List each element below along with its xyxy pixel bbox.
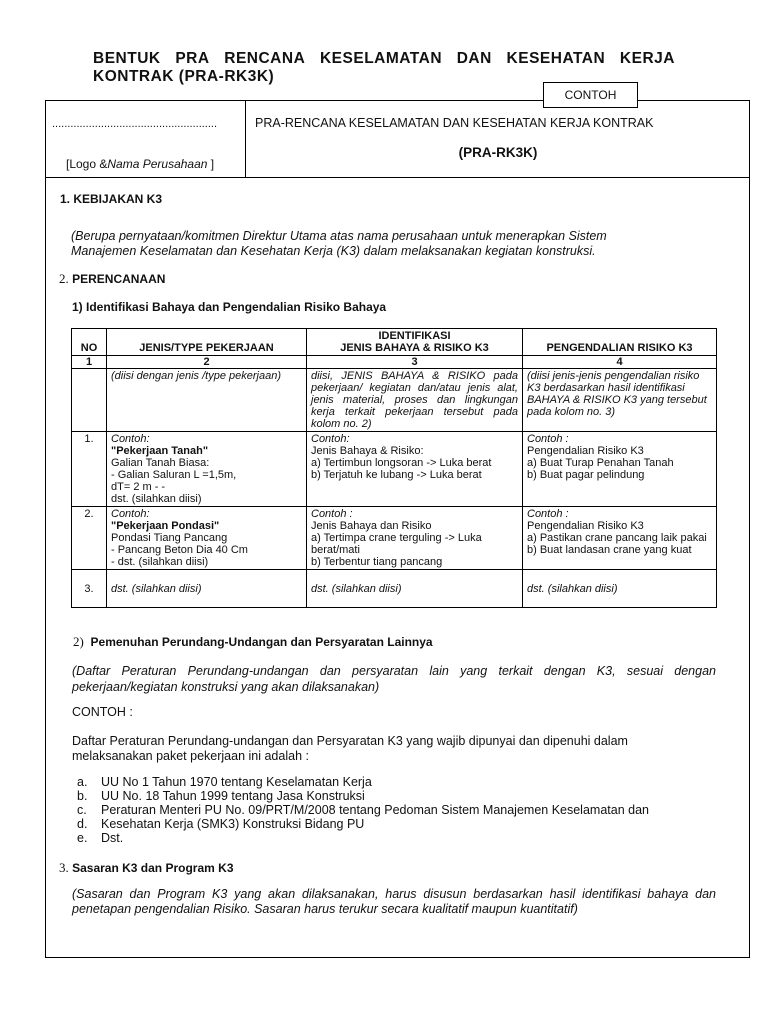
- list-text: UU No 1 Tahun 1970 tentang Keselamatan Kerja: [101, 775, 372, 789]
- logo-prefix: [Logo &: [66, 157, 108, 171]
- job-title: "Pekerjaan Tanah": [111, 445, 209, 457]
- logo-company: Nama Perusahaan: [107, 157, 208, 171]
- header-ident-line2: JENIS BAHAYA & RISIKO K3: [340, 342, 489, 354]
- section3-text: (Sasaran dan Program K3 yang akan dilaksanakan, harus disusun berdasarkan hasil identifikasi bahaya dan penetapan pengendalian Risiko. Sasaran harus terukur secara kualitatif maupun kuantitatif): [72, 887, 716, 916]
- header-no: NO: [72, 329, 107, 356]
- title-word: KESEHATAN: [506, 50, 606, 67]
- ident-contoh: Contoh:: [311, 433, 350, 445]
- cell-no: 2.: [72, 507, 107, 570]
- cell-job: [107, 432, 307, 507]
- subsection2-title: Pemenuhan Perundang-Undangan dan Persyaratan Lainnya: [90, 635, 433, 649]
- regulation-intro: Daftar Peraturan Perundang-undangan dan Persyaratan K3 yang wajib dipunyai dan dipenuhi dalam melaksanakan paket pekerjaan ini adalah :: [72, 734, 628, 763]
- logo-placeholder: [66, 157, 214, 171]
- list-text: Kesehatan Kerja (SMK3) Konstruksi Bidang PU: [101, 817, 365, 831]
- list-item: [77, 775, 372, 789]
- header-ident-line1: IDENTIFIKASI: [378, 330, 451, 342]
- cell-ident: [307, 507, 523, 570]
- cell-ident: [307, 432, 523, 507]
- list-text: Dst.: [101, 831, 124, 845]
- job-contoh: Contoh:: [111, 508, 150, 520]
- cell-control: (diisi jenis-jenis pengendalian risiko K3 berdasarkan hasil identifikasi BAHAYA & RISIKO K3 yang tersebut pada kolom no. 3): [523, 369, 717, 432]
- table-row: [72, 570, 717, 608]
- job-line: dst. (silahkan diisi): [111, 493, 202, 505]
- table-row: [72, 369, 717, 432]
- section1-text: (Berupa pernyataan/komitmen Direktur Utama atas nama perusahaan untuk menerapkan Sistem Manajemen Keselamatan dan Kesehatan Kerja (K3) dalam melaksanakan kegiatan konstruksi.: [71, 229, 607, 258]
- job-line: dT= 2 m - -: [111, 481, 166, 493]
- table-row: [72, 432, 717, 507]
- section3-title: Sasaran K3 dan Program K3: [72, 861, 234, 875]
- colnum: 2: [107, 356, 307, 369]
- list-item: [77, 817, 364, 831]
- section2-heading: [59, 271, 165, 287]
- cell-control: dst. (silahkan diisi): [523, 570, 717, 608]
- list-item: [77, 789, 365, 803]
- header-control: PENGENDALIAN RISIKO K3: [523, 329, 717, 356]
- doc-code: (PRA-RK3K): [458, 145, 538, 160]
- subsection2-num: 2): [73, 634, 84, 649]
- title-word: PRA: [175, 50, 210, 67]
- cell-no: 3.: [72, 570, 107, 608]
- cell-control: [523, 507, 717, 570]
- cell-ident: diisi, JENIS BAHAYA & RISIKO pada pekerjaan/ kegiatan dan/atau jenis alat, jenis material, proses dan lingkungan kerja terkait pekerjaan tersebut pada kolom no. 2): [307, 369, 523, 432]
- ctrl-line: b) Buat pagar pelindung: [527, 469, 645, 481]
- list-item: [77, 831, 123, 845]
- ident-line: b) Terbentur tiang pancang: [311, 556, 443, 568]
- ctrl-contoh: Contoh :: [527, 508, 569, 520]
- cell-no: 1.: [72, 432, 107, 507]
- title-word: BENTUK: [93, 50, 161, 67]
- company-dots: ......................................................: [52, 118, 218, 130]
- cell-ident: dst. (silahkan diisi): [307, 570, 523, 608]
- job-line: - Pancang Beton Dia 40 Cm: [111, 544, 248, 556]
- ctrl-contoh: Contoh :: [527, 433, 569, 445]
- title-word: DAN: [456, 50, 492, 67]
- section3-heading: [59, 860, 234, 876]
- ident-line: b) Terjatuh ke lubang -> Luka berat: [311, 469, 482, 481]
- subsection1-heading: 1) Identifikasi Bahaya dan Pengendalian Risiko Bahaya: [72, 300, 387, 314]
- hazard-table: [71, 328, 717, 608]
- list-label: e.: [77, 831, 88, 845]
- list-text: UU No. 18 Tahun 1999 tentang Jasa Konstruksi: [101, 789, 365, 803]
- header-ident: [307, 329, 523, 356]
- title-word: RENCANA: [224, 50, 306, 67]
- header-divider-horizontal: [45, 177, 750, 178]
- job-line: - dst. (silahkan diisi): [111, 556, 209, 568]
- job-line: Galian Tanah Biasa:: [111, 457, 210, 469]
- list-item: [77, 803, 649, 817]
- cell-control: [523, 432, 717, 507]
- cell-job: [107, 507, 307, 570]
- section1-heading: 1. KEBIJAKAN K3: [60, 192, 163, 206]
- ident-line: a) Tertimbun longsoran -> Luka berat: [311, 457, 492, 469]
- ident-line: Jenis Bahaya & Risiko:: [311, 445, 424, 457]
- page-title: [93, 50, 675, 86]
- section2-title: PERENCANAAN: [72, 272, 166, 286]
- list-label: a.: [77, 775, 88, 789]
- table-colnum-row: [72, 356, 717, 369]
- cell-job: (diisi dengan jenis /type pekerjaan): [107, 369, 307, 432]
- header-divider-vertical: [245, 100, 246, 177]
- ident-line: Jenis Bahaya dan Risiko: [311, 520, 432, 532]
- ctrl-line: a) Pastikan crane pancang laik pakai: [527, 532, 707, 544]
- job-contoh: Contoh:: [111, 433, 150, 445]
- title-word: KESELAMATAN: [319, 50, 443, 67]
- job-title: "Pekerjaan Pondasi": [111, 520, 220, 532]
- title-line-2: KONTRAK (PRA-RK3K): [93, 68, 275, 85]
- section3-num: 3.: [59, 860, 69, 875]
- ctrl-line: b) Buat landasan crane yang kuat: [527, 544, 692, 556]
- table-row: [72, 507, 717, 570]
- cell-no: [72, 369, 107, 432]
- header-job: JENIS/TYPE PEKERJAAN: [107, 329, 307, 356]
- job-line: - Galian Saluran L =1,5m,: [111, 469, 237, 481]
- contoh-label: CONTOH :: [72, 705, 133, 719]
- ctrl-line: a) Buat Turap Penahan Tanah: [527, 457, 674, 469]
- ident-line: a) Tertimpa crane terguling -> Luka berat/mati: [311, 532, 482, 556]
- ctrl-line: Pengendalian Risiko K3: [527, 520, 644, 532]
- colnum: 3: [307, 356, 523, 369]
- job-line: Pondasi Tiang Pancang: [111, 532, 228, 544]
- subsection2-text: (Daftar Peraturan Perundang-undangan dan persyaratan lain yang terkait dengan K3, sesuai dengan pekerjaan/kegiatan konstruksi yang akan dilaksanakan): [72, 664, 716, 694]
- ident-contoh: Contoh :: [311, 508, 353, 520]
- cell-job: dst. (silahkan diisi): [107, 570, 307, 608]
- table-header-row: [72, 329, 717, 356]
- list-label: b.: [77, 789, 88, 803]
- list-label: c.: [77, 803, 87, 817]
- logo-suffix: ]: [207, 157, 215, 171]
- list-text: Peraturan Menteri PU No. 09/PRT/M/2008 tentang Pedoman Sistem Manajemen Keselamatan dan: [101, 803, 649, 817]
- ctrl-line: Pengendalian Risiko K3: [527, 445, 644, 457]
- section2-num: 2.: [59, 271, 69, 286]
- colnum: 4: [523, 356, 717, 369]
- contoh-label-box: CONTOH: [543, 82, 638, 108]
- subsection2-heading: [73, 634, 433, 650]
- colnum: 1: [72, 356, 107, 369]
- title-line-1: [93, 50, 675, 68]
- title-word: KERJA: [619, 50, 675, 67]
- list-label: d.: [77, 817, 88, 831]
- doc-title: PRA-RENCANA KESELAMATAN DAN KESEHATAN KERJA KONTRAK: [255, 116, 654, 130]
